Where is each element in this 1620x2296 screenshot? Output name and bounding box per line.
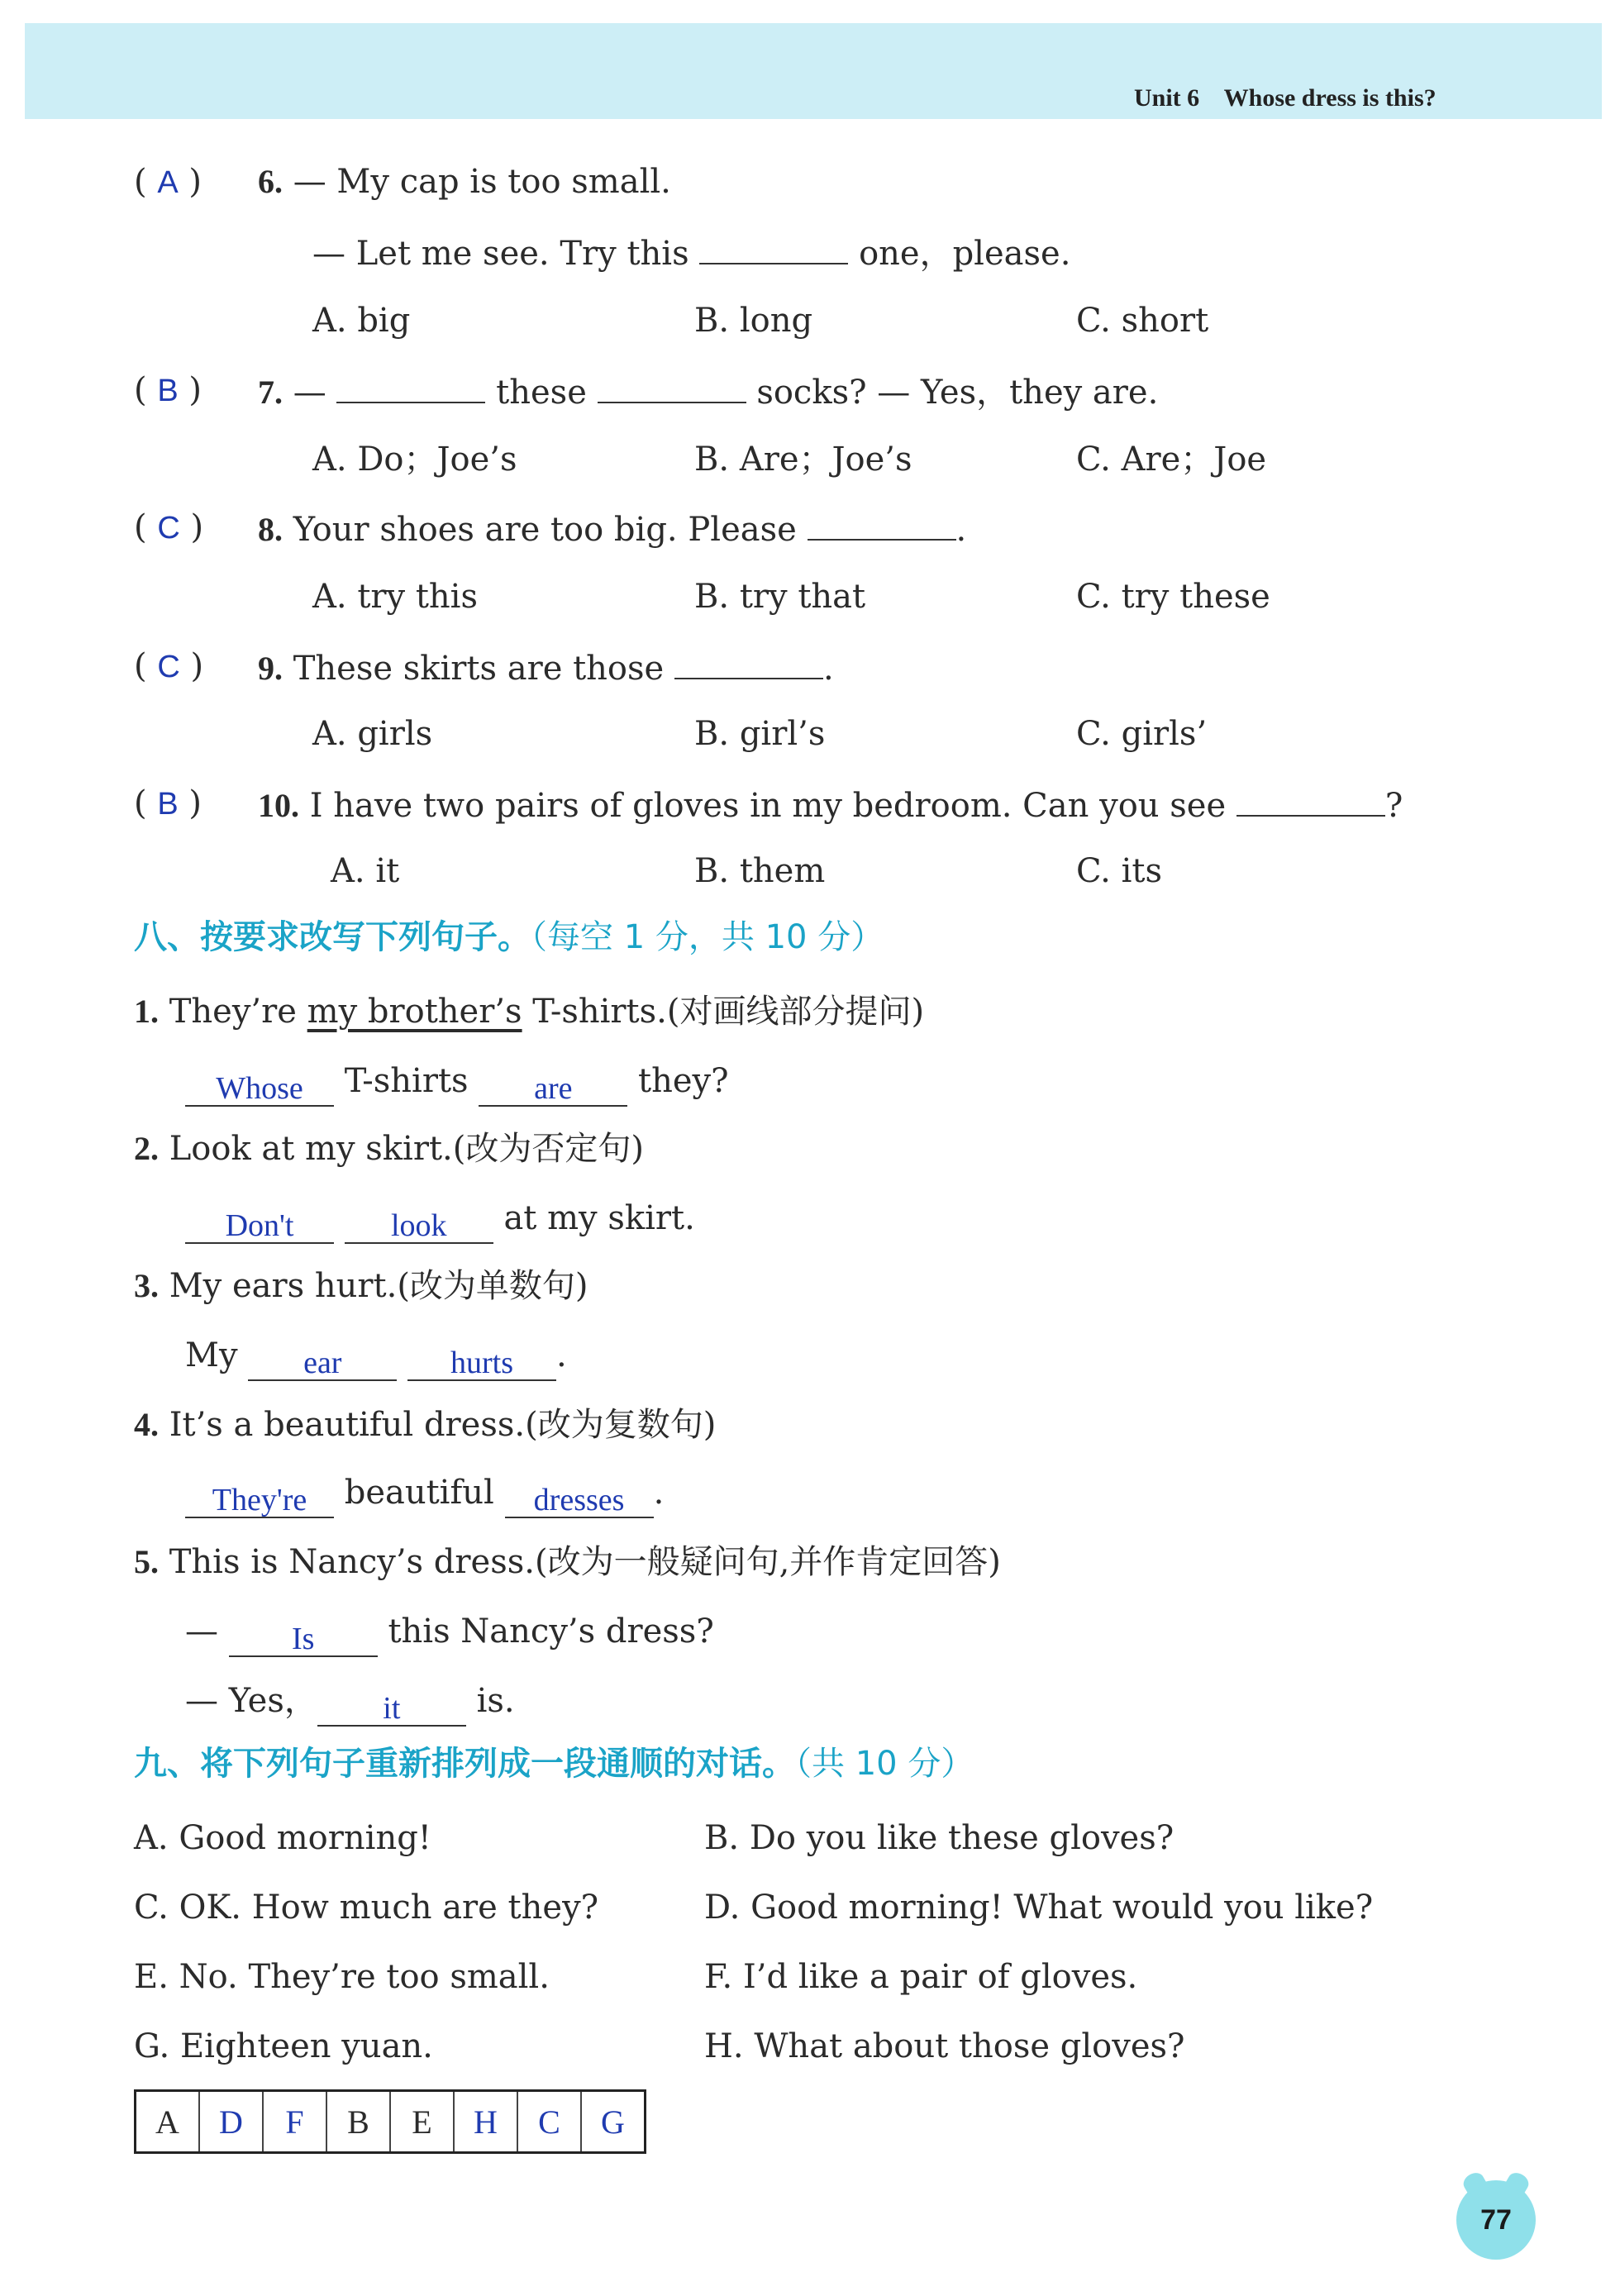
question-text: socks? bbox=[756, 374, 867, 412]
dialogue-sentence-a: A. Good morning! bbox=[134, 1819, 431, 1857]
question-number: 9. bbox=[258, 650, 283, 687]
option-a: A. it bbox=[331, 852, 400, 890]
answer-fill: They're bbox=[185, 1484, 334, 1518]
instruction: (改为复数句) bbox=[525, 1406, 717, 1444]
dialogue-sentence-b: B. Do you like these gloves? bbox=[704, 1819, 1174, 1857]
section-points: （每空 1 分，共 10 分） bbox=[531, 918, 884, 956]
order-cell: B bbox=[326, 2091, 390, 2153]
sentence-text: Look at my skirt. bbox=[169, 1130, 453, 1168]
answer-bracket-6: ( A ) bbox=[134, 163, 202, 201]
question-number: 7. bbox=[258, 374, 283, 411]
answer-10: B bbox=[157, 787, 179, 822]
answer-fill: ear bbox=[248, 1346, 397, 1381]
unit-header: Unit 6 Whose dress is this? bbox=[1134, 84, 1437, 112]
answer-fill: it bbox=[317, 1692, 466, 1727]
answer-blank bbox=[598, 370, 746, 403]
section-title-text: 八、按要求改写下列句子。 bbox=[134, 918, 531, 956]
sentence-text: T-shirts bbox=[344, 1062, 469, 1100]
dialogue-sentence-h: H. What about those gloves? bbox=[704, 2027, 1185, 2065]
item-number: 2. bbox=[134, 1130, 159, 1167]
section-9-title bbox=[134, 1744, 974, 1784]
sentence-text: at my skirt. bbox=[503, 1199, 695, 1237]
rewrite-5-answer-line-2 bbox=[185, 1681, 515, 1727]
question-6-line-1 bbox=[258, 162, 671, 202]
question-text: . bbox=[955, 511, 967, 549]
order-cell: F bbox=[263, 2091, 326, 2153]
section-8-title bbox=[134, 917, 884, 957]
instruction: (改为否定句) bbox=[452, 1130, 644, 1168]
sentence-text: is. bbox=[476, 1682, 515, 1720]
answer-8: C bbox=[157, 511, 180, 545]
option-b: B. girl’s bbox=[694, 715, 826, 753]
option-a: A. girls bbox=[312, 715, 433, 753]
page-number-badge bbox=[1456, 2180, 1536, 2260]
question-text: These skirts are those bbox=[293, 650, 665, 688]
order-cell: C bbox=[517, 2091, 581, 2153]
item-number: 5. bbox=[134, 1543, 159, 1580]
sentence-text: My ears hurt. bbox=[169, 1267, 398, 1305]
question-7-line-1 bbox=[258, 370, 1158, 412]
rewrite-2-question bbox=[134, 1129, 644, 1169]
question-number: 8. bbox=[258, 511, 283, 548]
question-9-line-1 bbox=[258, 646, 834, 688]
rewrite-5-answer-line-1 bbox=[185, 1612, 714, 1657]
sentence-text: — bbox=[185, 1612, 218, 1651]
sentence-text: . bbox=[556, 1336, 567, 1374]
instruction: (改为一般疑问句,并作肯定回答) bbox=[534, 1543, 1001, 1581]
answer-7: B bbox=[157, 374, 179, 408]
option-c: C. Are；Joe bbox=[1076, 441, 1267, 479]
answer-fill: are bbox=[479, 1072, 627, 1107]
rewrite-1-question bbox=[134, 992, 924, 1031]
sentence-text: — Yes， bbox=[185, 1682, 317, 1720]
answer-fill: look bbox=[345, 1209, 493, 1244]
option-a: A. try this bbox=[312, 578, 478, 616]
dialogue-sentence-d: D. Good morning! What would you like? bbox=[704, 1889, 1374, 1927]
question-text: . bbox=[822, 650, 834, 688]
rewrite-1-answer bbox=[185, 1061, 729, 1107]
instruction: (对画线部分提问) bbox=[666, 993, 925, 1031]
table-row bbox=[136, 2091, 646, 2153]
answer-9: C bbox=[157, 650, 180, 684]
question-10-line-1 bbox=[258, 784, 1403, 826]
sentence-text: they? bbox=[638, 1062, 729, 1100]
page-number: 77 bbox=[1480, 2203, 1512, 2236]
answer-fill: Don't bbox=[185, 1209, 334, 1244]
question-text: ? bbox=[1384, 787, 1403, 825]
order-cell: D bbox=[199, 2091, 263, 2153]
sentence-text: They’re bbox=[169, 993, 307, 1031]
option-c: C. try these bbox=[1076, 578, 1270, 616]
answer-fill: hurts bbox=[407, 1346, 556, 1381]
sentence-text: beautiful bbox=[344, 1474, 494, 1512]
instruction: (改为单数句) bbox=[397, 1267, 588, 1305]
option-a: A. big bbox=[312, 302, 411, 340]
option-a: A. Do；Joe’s bbox=[312, 441, 517, 479]
option-b: B. long bbox=[694, 302, 813, 340]
rewrite-5-question bbox=[134, 1542, 1001, 1582]
answer-blank bbox=[1236, 784, 1385, 817]
answer-bracket-8: ( C ) bbox=[134, 508, 204, 546]
question-text: — Yes，they are. bbox=[877, 374, 1159, 412]
question-text: — My cap is too small. bbox=[293, 163, 671, 201]
question-text: one，please. bbox=[859, 235, 1071, 273]
rewrite-3-answer bbox=[185, 1336, 567, 1381]
sentence-text: This is Nancy’s dress. bbox=[169, 1543, 535, 1581]
item-number: 3. bbox=[134, 1267, 159, 1304]
question-6-line-2 bbox=[312, 231, 1070, 274]
answer-bracket-10: ( B ) bbox=[134, 784, 202, 822]
answer-blank bbox=[674, 646, 823, 679]
answer-blank bbox=[699, 231, 848, 264]
rewrite-4-question bbox=[134, 1405, 716, 1445]
option-b: B. try that bbox=[694, 578, 866, 616]
question-text: — bbox=[293, 374, 326, 412]
item-number: 1. bbox=[134, 993, 159, 1030]
sentence-text: . bbox=[653, 1474, 665, 1512]
option-c: C. its bbox=[1076, 852, 1163, 890]
item-number: 4. bbox=[134, 1406, 159, 1443]
answer-fill: Is bbox=[229, 1622, 378, 1657]
order-cell: G bbox=[581, 2091, 646, 2153]
rewrite-4-answer bbox=[185, 1473, 664, 1518]
rewrite-2-answer bbox=[185, 1198, 695, 1244]
question-number: 10. bbox=[258, 787, 299, 824]
option-b: B. Are；Joe’s bbox=[694, 441, 912, 479]
sentence-text: T-shirts. bbox=[522, 993, 667, 1031]
question-8-line-1 bbox=[258, 507, 966, 550]
dialogue-sentence-c: C. OK. How much are they? bbox=[134, 1889, 599, 1927]
answer-blank bbox=[336, 370, 485, 403]
question-text: I have two pairs of gloves in my bedroom. Can you see bbox=[309, 787, 1227, 825]
dialogue-order-table bbox=[134, 2089, 646, 2154]
answer-blank bbox=[808, 507, 956, 541]
sentence-text: this Nancy’s dress? bbox=[388, 1612, 714, 1651]
option-c: C. short bbox=[1076, 302, 1209, 340]
dialogue-sentence-e: E. No. They’re too small. bbox=[134, 1958, 550, 1996]
order-cell: E bbox=[390, 2091, 454, 2153]
answer-fill: dresses bbox=[505, 1484, 654, 1518]
underlined-phrase: my brother’s bbox=[307, 993, 522, 1031]
section-title-text: 九、将下列句子重新排列成一段通顺的对话。 bbox=[134, 1745, 795, 1783]
section-points: （共 10 分） bbox=[795, 1745, 974, 1783]
order-cell: A bbox=[155, 2103, 179, 2141]
question-number: 6. bbox=[258, 163, 283, 200]
order-cell: H bbox=[454, 2091, 517, 2153]
answer-6: A bbox=[157, 165, 179, 200]
question-text: — Let me see. Try this bbox=[312, 235, 689, 273]
answer-fill: Whose bbox=[185, 1072, 334, 1107]
option-c: C. girls’ bbox=[1076, 715, 1208, 753]
answer-bracket-7: ( B ) bbox=[134, 371, 202, 409]
sentence-text: My bbox=[185, 1336, 238, 1374]
answer-bracket-9: ( C ) bbox=[134, 647, 204, 685]
question-text: these bbox=[496, 374, 587, 412]
sentence-text: It’s a beautiful dress. bbox=[169, 1406, 526, 1444]
question-text: Your shoes are too big. Please bbox=[293, 511, 797, 549]
dialogue-sentence-g: G. Eighteen yuan. bbox=[134, 2027, 433, 2065]
rewrite-3-question bbox=[134, 1266, 588, 1306]
option-b: B. them bbox=[694, 852, 826, 890]
dialogue-sentence-f: F. I’d like a pair of gloves. bbox=[704, 1958, 1138, 1996]
